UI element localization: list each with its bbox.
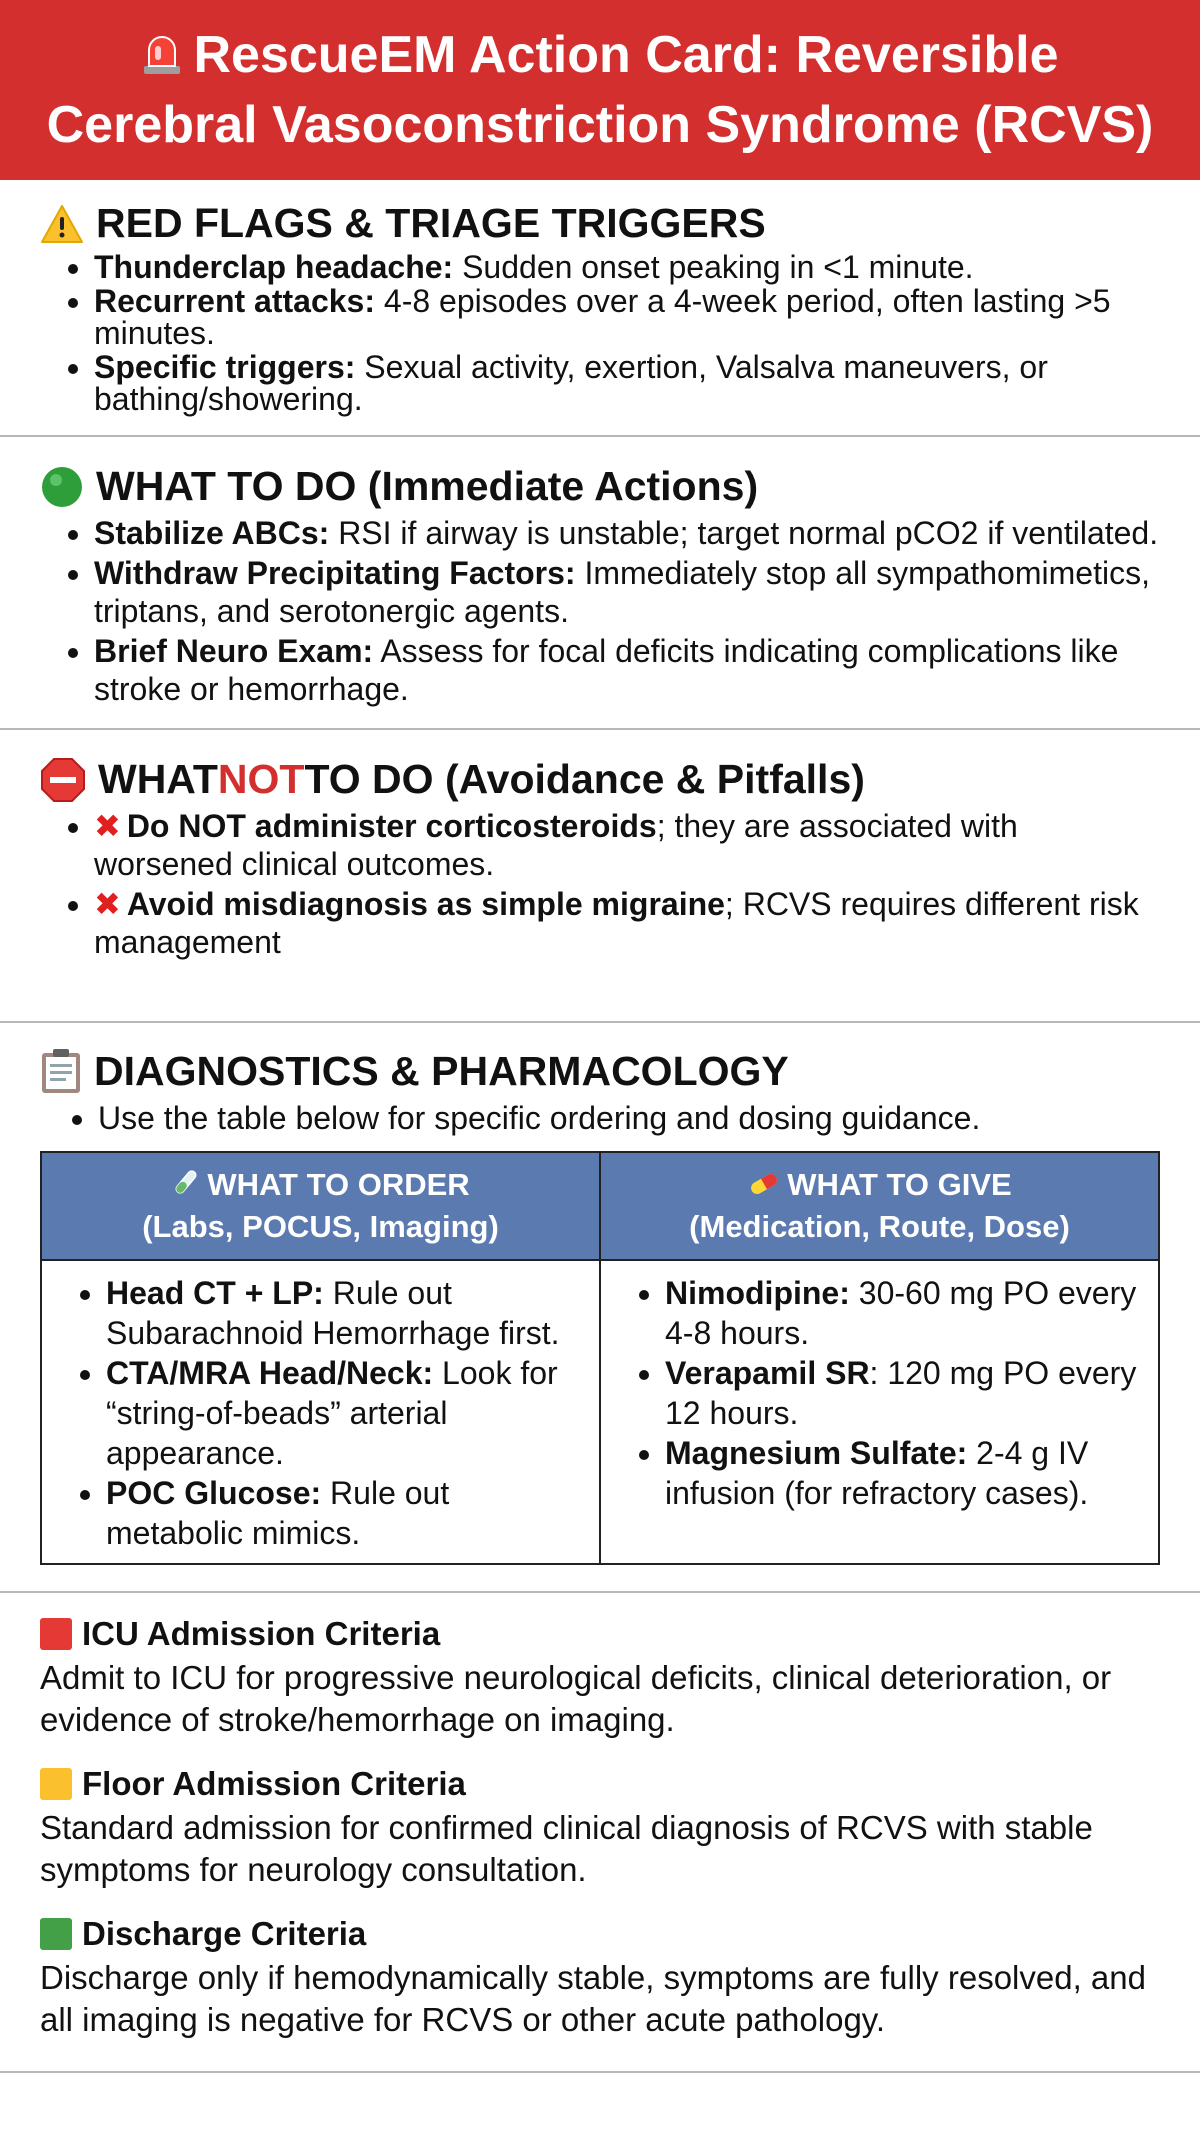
list-item: • Verapamil SR: 120 mg PO every 12 hours. <box>665 1353 1148 1433</box>
red-flags-list <box>40 251 1160 415</box>
icu-criteria <box>40 1615 1160 1741</box>
cross-icon: ✖ <box>94 808 121 844</box>
list-item: • Use the table below for specific ordering and dosing guidance. <box>98 1099 1160 1137</box>
list-item: • Recurrent attacks: 4-8 episodes over a 4-week period, often lasting >5 minutes. <box>94 285 1160 349</box>
red-flags-title: RED FLAGS & TRIAGE TRIGGERS <box>40 200 1160 247</box>
green-circle-icon <box>40 465 84 509</box>
list-item: • Thunderclap headache: Sudden onset peaking in <1 minute. <box>94 251 1160 283</box>
discharge-criteria-text: Discharge only if hemodynamically stable, symptoms are fully resolved, and all imaging is negative for RCVS or other acute pathology. <box>40 1958 1146 2038</box>
diagnostics-title: DIAGNOSTICS & PHARMACOLOGY <box>40 1047 1160 1095</box>
give-cell <box>600 1260 1159 1564</box>
list-item: • Specific triggers: Sexual activity, exertion, Valsalva maneuvers, or bathing/showering. <box>94 351 1160 415</box>
list-item: • Brief Neuro Exam: Assess for focal deficits indicating complications like stroke or hemorrhage. <box>94 632 1160 708</box>
list-item: • Withdraw Precipitating Factors: Immediately stop all sympathomimetics, triptans, and serotonergic agents. <box>94 554 1160 630</box>
list-item: • POC Glucose: Rule out metabolic mimics. <box>106 1473 589 1553</box>
disposition-section <box>0 1593 1200 2073</box>
floor-criteria-text: Standard admission for confirmed clinical diagnosis of RCVS with stable symptoms for neurology consultation. <box>40 1808 1093 1888</box>
red-flags-section <box>0 180 1200 437</box>
what-not-to-do-section <box>0 730 1200 1023</box>
list-item: • Head CT + LP: Rule out Subarachnoid Hemorrhage first. <box>106 1273 589 1353</box>
list-item: • Stabilize ABCs: RSI if airway is unstable; target normal pCO2 if ventilated. <box>94 514 1160 552</box>
order-column-header: WHAT TO ORDER (Labs, POCUS, Imaging) <box>41 1152 600 1260</box>
red-square-icon <box>40 1618 72 1650</box>
green-square-icon <box>40 1918 72 1950</box>
icu-criteria-title: ICU Admission Criteria <box>40 1615 1160 1653</box>
siren-icon <box>141 26 183 92</box>
pill-icon <box>747 1167 781 1207</box>
what-to-do-list <box>40 514 1160 708</box>
discharge-criteria <box>40 1915 1160 2041</box>
floor-criteria-title: Floor Admission Criteria <box>40 1765 1160 1803</box>
warning-icon <box>40 204 84 244</box>
list-item: • ✖ Avoid misdiagnosis as simple migraine; RCVS requires different risk management <box>94 885 1160 961</box>
floor-criteria <box>40 1765 1160 1891</box>
what-to-do-title: WHAT TO DO (Immediate Actions) <box>40 463 1160 510</box>
list-item: • Nimodipine: 30-60 mg PO every 4-8 hours. <box>665 1273 1148 1353</box>
list-item: • ✖ Do NOT administer corticosteroids; they are associated with worsened clinical outcomes. <box>94 807 1160 883</box>
what-not-to-do-title: WHAT NOT TO DO (Avoidance & Pitfalls) <box>40 756 1160 803</box>
stop-sign-icon <box>40 757 86 803</box>
order-cell <box>41 1260 600 1564</box>
what-to-do-section <box>0 437 1200 730</box>
yellow-square-icon <box>40 1768 72 1800</box>
list-item: • CTA/MRA Head/Neck: Look for “string-of-beads” arterial appearance. <box>106 1353 589 1473</box>
what-not-to-do-list <box>40 807 1160 961</box>
test-tube-icon <box>171 1167 201 1207</box>
give-column-header: WHAT TO GIVE (Medication, Route, Dose) <box>600 1152 1159 1260</box>
diagnostics-intro <box>40 1099 1160 1137</box>
cross-icon: ✖ <box>94 886 121 922</box>
header-banner <box>0 0 1200 180</box>
diagnostics-section <box>0 1023 1200 1593</box>
diagnostics-table <box>40 1151 1160 1565</box>
page-title: RescueEM Action Card: Reversible Cerebral Vasoconstriction Syndrome (RCVS) <box>46 26 1154 154</box>
clipboard-icon <box>40 1047 82 1095</box>
icu-criteria-text: Admit to ICU for progressive neurological deficits, clinical deterioration, or evidence of stroke/hemorrhage on imaging. <box>40 1658 1112 1738</box>
list-item: • Magnesium Sulfate: 2-4 g IV infusion (for refractory cases). <box>665 1433 1148 1513</box>
discharge-criteria-title: Discharge Criteria <box>40 1915 1160 1953</box>
